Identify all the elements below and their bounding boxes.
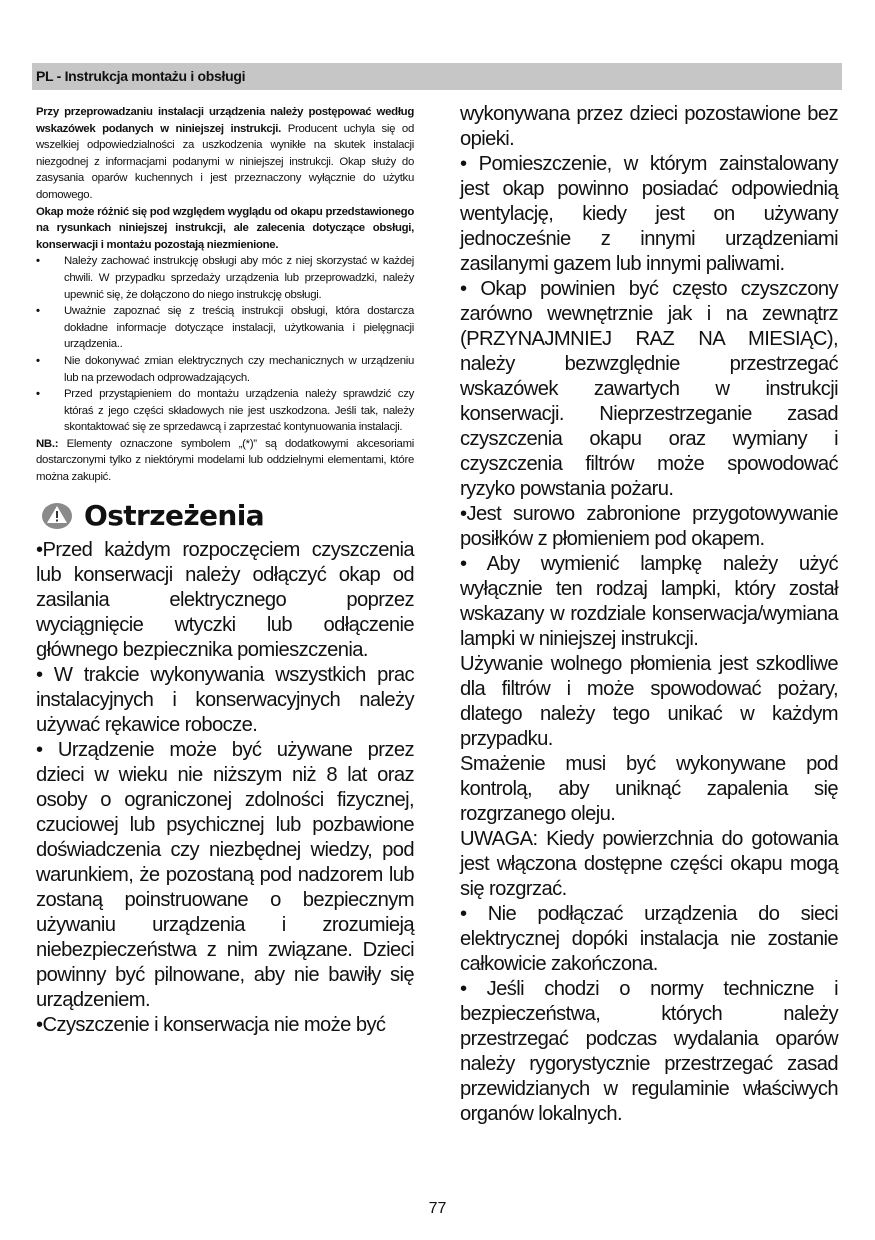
warning-paragraph: • Aby wymienić lampkę należy użyć wyłącznie ten rodzaj lampki, który został wskazany w rozdziale konserwacja/wymiana lampki w niniejszej instrukcji. bbox=[460, 553, 838, 650]
warning-paragraph: • Urządzenie może być używane przez dzieci w wieku nie niższym niż 8 lat oraz osoby o ograniczonej zdolności fizycznej, czuciowej lub psychicznej lub pozbawione doświadczenia czy niezbędnej wiedzy, pod warunkiem, że pozostaną pod nadzorem lub zostaną poinstruowane o bezpiecznym używaniu urządzenia i zrozumieją niebezpieczeństwa z nim związane. Dzieci powinny być pilnowane, aby nie bawiły się urządzeniem. bbox=[36, 738, 414, 1011]
bullet-icon: • bbox=[36, 354, 40, 367]
warning-paragraph: • Jeśli chodzi o normy techniczne i bezpieczeństwa, których należy przestrzegać podczas wydalania oparów należy rygorystycznie przestrzegać zasad przewidzianych w regulaminie właściwych organów lokalnych. bbox=[460, 978, 838, 1125]
warning-paragraph: Smażenie musi być wykonywane pod kontrolą, aby uniknąć zapalenia się rozgrzanego oleju. bbox=[460, 753, 838, 825]
list-item: • Przed przystąpieniem do montażu urządzenia należy sprawdzić czy któraś z jego części składowych nie jest uszkodzona. Jeśli tak, należy skontaktować się ze sprzedawcą i zaprzestać kontynuowania instalacji. bbox=[36, 388, 414, 434]
warnings-title: Ostrzeżenia bbox=[84, 499, 265, 533]
warning-paragraph: •Przed każdym rozpoczęciem czyszczenia lub konserwacji należy odłączyć okap od zasilania elektrycznego poprzez wyciągnięcie wtyczki lub odłączenie głównego bezpiecznika pomieszczenia. bbox=[36, 538, 414, 661]
warnings-left-text bbox=[36, 538, 414, 1038]
left-column bbox=[36, 104, 414, 1038]
warning-paragraph: • Nie podłączać urządzenia do sieci elektrycznej dopóki instalacja nie zostanie całkowicie zakończona. bbox=[460, 903, 838, 975]
section-header-bar bbox=[32, 63, 842, 90]
warning-triangle-icon bbox=[42, 501, 72, 531]
instruction-list bbox=[36, 253, 414, 436]
list-item: • Należy zachować instrukcję obsługi aby móc z niej skorzystać w każdej chwili. W przypadku sprzedaży urządzenia lub przeprowadzki, należy upewnić się, że dołączono do niego instrukcję obsługi. bbox=[36, 255, 414, 301]
intro-paragraph bbox=[36, 104, 414, 204]
bullet-icon: • bbox=[36, 255, 40, 268]
nb-label: NB.: bbox=[36, 437, 59, 450]
nb-note bbox=[36, 436, 414, 486]
page-number: 77 bbox=[428, 1200, 447, 1217]
warning-paragraph: • W trakcie wykonywania wszystkich prac instalacyjnych i konserwacyjnych należy używać rękawice robocze. bbox=[36, 663, 414, 736]
intro-note bbox=[36, 204, 414, 254]
warning-paragraph: •Jest surowo zabronione przygotowywanie posiłków z płomieniem pod okapem. bbox=[460, 503, 838, 550]
bullet-icon: • bbox=[36, 305, 40, 318]
warning-paragraph: • Pomieszczenie, w którym zainstalowany jest okap powinno posiadać odpowiednią wentylację, kiedy jest on używany jednocześnie z innymi urządzeniami zasilanymi gazem lub innymi paliwami. bbox=[460, 153, 838, 275]
warning-paragraph: •Czyszczenie i konserwacja nie może być bbox=[36, 1013, 386, 1036]
warning-paragraph: UWAGA: Kiedy powierzchnia do gotowania jest włączona dostępne części okapu mogą się rozgrzać. bbox=[460, 828, 838, 900]
nb-text: Elementy oznaczone symbolem „(*)” są dodatkowymi akcesoriami dostarczonymi tylko z niektórymi modelami lub oddzielnymi elementami, które można zakupić. bbox=[36, 437, 414, 484]
list-item: • Uważnie zapoznać się z treścią instrukcji obsługi, która dostarcza dokładne informacje dotyczące instalacji, użytkowania i pielęgnacji urządzenia.. bbox=[36, 305, 414, 351]
intro-text: Producent uchyla się od wszelkiej odpowiedzialności za uszkodzenia wynikłe na skutek instalacji niezgodnej z informacjami podanymi w niniejszej instrukcji. Okap służy do zasysania oparów kuchennych i jest przeznaczony wyłącznie do użytku domowego. bbox=[36, 122, 414, 201]
intro-note-bold: Okap może różnić się pod względem wyglądu od okapu przedstawionego na rysunkach niniejszej instrukcji, ale zalecenia dotyczące obsługi, konserwacji i montażu pozostają niezmienione. bbox=[36, 205, 414, 251]
right-column bbox=[460, 102, 838, 1127]
warning-paragraph: wykonywana przez dzieci pozostawione bez opieki. bbox=[460, 103, 838, 150]
warning-paragraph: Używanie wolnego płomienia jest szkodliwe dla filtrów i może spowodować pożary, dlatego należy tego unikać w każdym przypadku. bbox=[460, 653, 838, 750]
section-title: PL - Instrukcja montażu i obsługi bbox=[36, 68, 246, 84]
list-item: • Nie dokonywać zmian elektrycznych czy mechanicznych w urządzeniu lub na przewodach odprowadzających. bbox=[36, 354, 414, 384]
warning-paragraph: • Okap powinien być często czyszczony zarówno wewnętrznie jak i na zewnątrz (PRZYNAJMNIEJ RAZ NA MIESIĄC), należy bezwzględnie przestrzegać wskazówek zawartych w instrukcji konserwacji. Nieprzestrzeganie zasad czyszczenia okapu oraz wymiany i czyszczenia filtrów może spowodować ryzyko powstania pożaru. bbox=[460, 278, 838, 500]
warnings-heading bbox=[36, 498, 414, 534]
intro-bold-text: Przy przeprowadzaniu instalacji urządzenia należy postępować według wskazówek podanych w niniejszej instrukcji. bbox=[36, 106, 414, 135]
bullet-icon: • bbox=[36, 388, 40, 401]
